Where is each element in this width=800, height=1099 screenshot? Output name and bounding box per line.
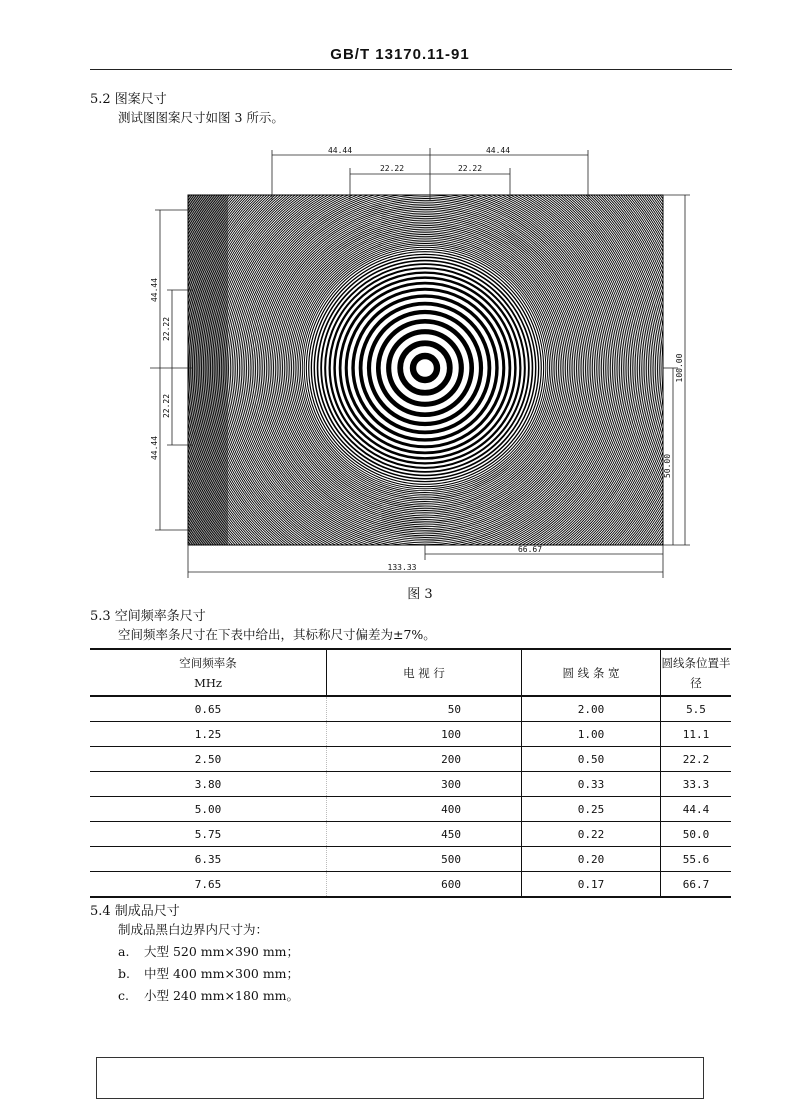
- cell-ring-radius: 50.0: [661, 822, 732, 847]
- cell-tv-lines: 300: [327, 772, 522, 797]
- cell-tv-lines: 400: [327, 797, 522, 822]
- cell-tv-lines: 200: [327, 747, 522, 772]
- section-5-2-heading: 5.2 图案尺寸: [90, 92, 167, 107]
- table-row: [90, 696, 731, 722]
- list-item: [118, 942, 299, 960]
- cell-ring-radius: 44.4: [661, 797, 732, 822]
- standard-header: GB/T 13170.11-91: [330, 46, 470, 63]
- list-item-mark: a.: [118, 944, 130, 959]
- cell-ring-radius: 5.5: [661, 696, 732, 722]
- zone-plate-pattern: [130, 140, 710, 585]
- section-5-3-text: 空间频率条尺寸在下表中给出，其标称尺寸偏差为±7%。: [118, 627, 436, 642]
- spatial-frequency-table: [90, 648, 731, 898]
- dim-right-half: 50.00: [663, 453, 672, 479]
- cell-ring-width: 1.00: [522, 722, 661, 747]
- dim-top-left: 44.44: [327, 146, 353, 155]
- dim-bottom-total: 133.33: [387, 563, 417, 572]
- bottom-frame: [96, 1057, 704, 1099]
- table-row: [90, 797, 731, 822]
- cell-tv-lines: 50: [327, 696, 522, 722]
- dim-left-lower: 22.22: [162, 393, 171, 419]
- section-5-2-text: 测试图图案尺寸如图 3 所示。: [118, 110, 284, 125]
- dim-bottom-half: 66.67: [517, 545, 543, 554]
- dim-left-bottom: 44.44: [150, 435, 159, 461]
- section-5-4-heading: 5.4 制成品尺寸: [90, 904, 180, 919]
- table-header-row: [90, 649, 731, 696]
- list-item-text: 中型 400 mm×300 mm；: [144, 966, 300, 981]
- cell-frequency: 5.75: [194, 827, 222, 841]
- dim-left-upper: 22.22: [162, 316, 171, 342]
- col-header-frequency-unit: MHz: [194, 675, 222, 690]
- cell-ring-width: 0.22: [522, 822, 661, 847]
- table-row: [90, 722, 731, 747]
- cell-ring-width: 0.17: [522, 872, 661, 898]
- cell-frequency: 3.80: [194, 777, 222, 791]
- table-row: [90, 872, 731, 898]
- cell-ring-width: 0.33: [522, 772, 661, 797]
- dim-top-left-inner: 22.22: [379, 164, 405, 173]
- cell-tv-lines: 100: [327, 722, 522, 747]
- cell-ring-width: 0.25: [522, 797, 661, 822]
- list-item: [118, 964, 299, 982]
- cell-frequency: 1.25: [194, 727, 222, 741]
- cell-ring-width: 0.20: [522, 847, 661, 872]
- cell-ring-width: 2.00: [522, 696, 661, 722]
- header-rule: [90, 69, 732, 70]
- table-row: [90, 747, 731, 772]
- cell-tv-lines: 450: [327, 822, 522, 847]
- cell-frequency: 5.00: [194, 802, 222, 816]
- cell-tv-lines: 600: [327, 872, 522, 898]
- pattern-edge-shade: [188, 195, 228, 545]
- cell-frequency: 2.50: [194, 752, 222, 766]
- list-item: [118, 986, 299, 1004]
- list-item-mark: c.: [118, 988, 129, 1003]
- section-5-3-heading: 5.3 空间频率条尺寸: [90, 609, 206, 624]
- list-item-text: 小型 240 mm×180 mm。: [144, 988, 300, 1003]
- table-row: [90, 822, 731, 847]
- dim-top-right: 44.44: [485, 146, 511, 155]
- list-item-text: 大型 520 mm×390 mm；: [144, 944, 300, 959]
- list-item-mark: b.: [118, 966, 130, 981]
- col-header-tv-lines: 电 视 行: [327, 649, 522, 696]
- col-header-ring-width: 圆 线 条 宽: [522, 649, 661, 696]
- dim-top-right-inner: 22.22: [457, 164, 483, 173]
- col-header-ring-radius: 圆线条位置半径: [661, 649, 732, 696]
- cell-ring-radius: 33.3: [661, 772, 732, 797]
- table-row: [90, 847, 731, 872]
- cell-frequency: 0.65: [194, 702, 222, 716]
- cell-ring-radius: 66.7: [661, 872, 732, 898]
- col-header-frequency-line1: 空间频率条: [179, 655, 237, 670]
- cell-ring-radius: 11.1: [661, 722, 732, 747]
- test-pattern-figure: [130, 140, 710, 585]
- cell-ring-radius: 22.2: [661, 747, 732, 772]
- cell-frequency: 7.65: [194, 877, 222, 891]
- figure-caption: 图 3: [407, 587, 433, 602]
- cell-ring-radius: 55.6: [661, 847, 732, 872]
- cell-frequency: 6.35: [194, 852, 222, 866]
- dim-right-total: 100.00: [675, 353, 684, 383]
- cell-ring-width: 0.50: [522, 747, 661, 772]
- col-header-frequency: [90, 649, 327, 696]
- cell-tv-lines: 500: [327, 847, 522, 872]
- section-5-4-text: 制成品黑白边界内尺寸为：: [118, 922, 269, 937]
- table-row: [90, 772, 731, 797]
- dim-left-top: 44.44: [150, 277, 159, 303]
